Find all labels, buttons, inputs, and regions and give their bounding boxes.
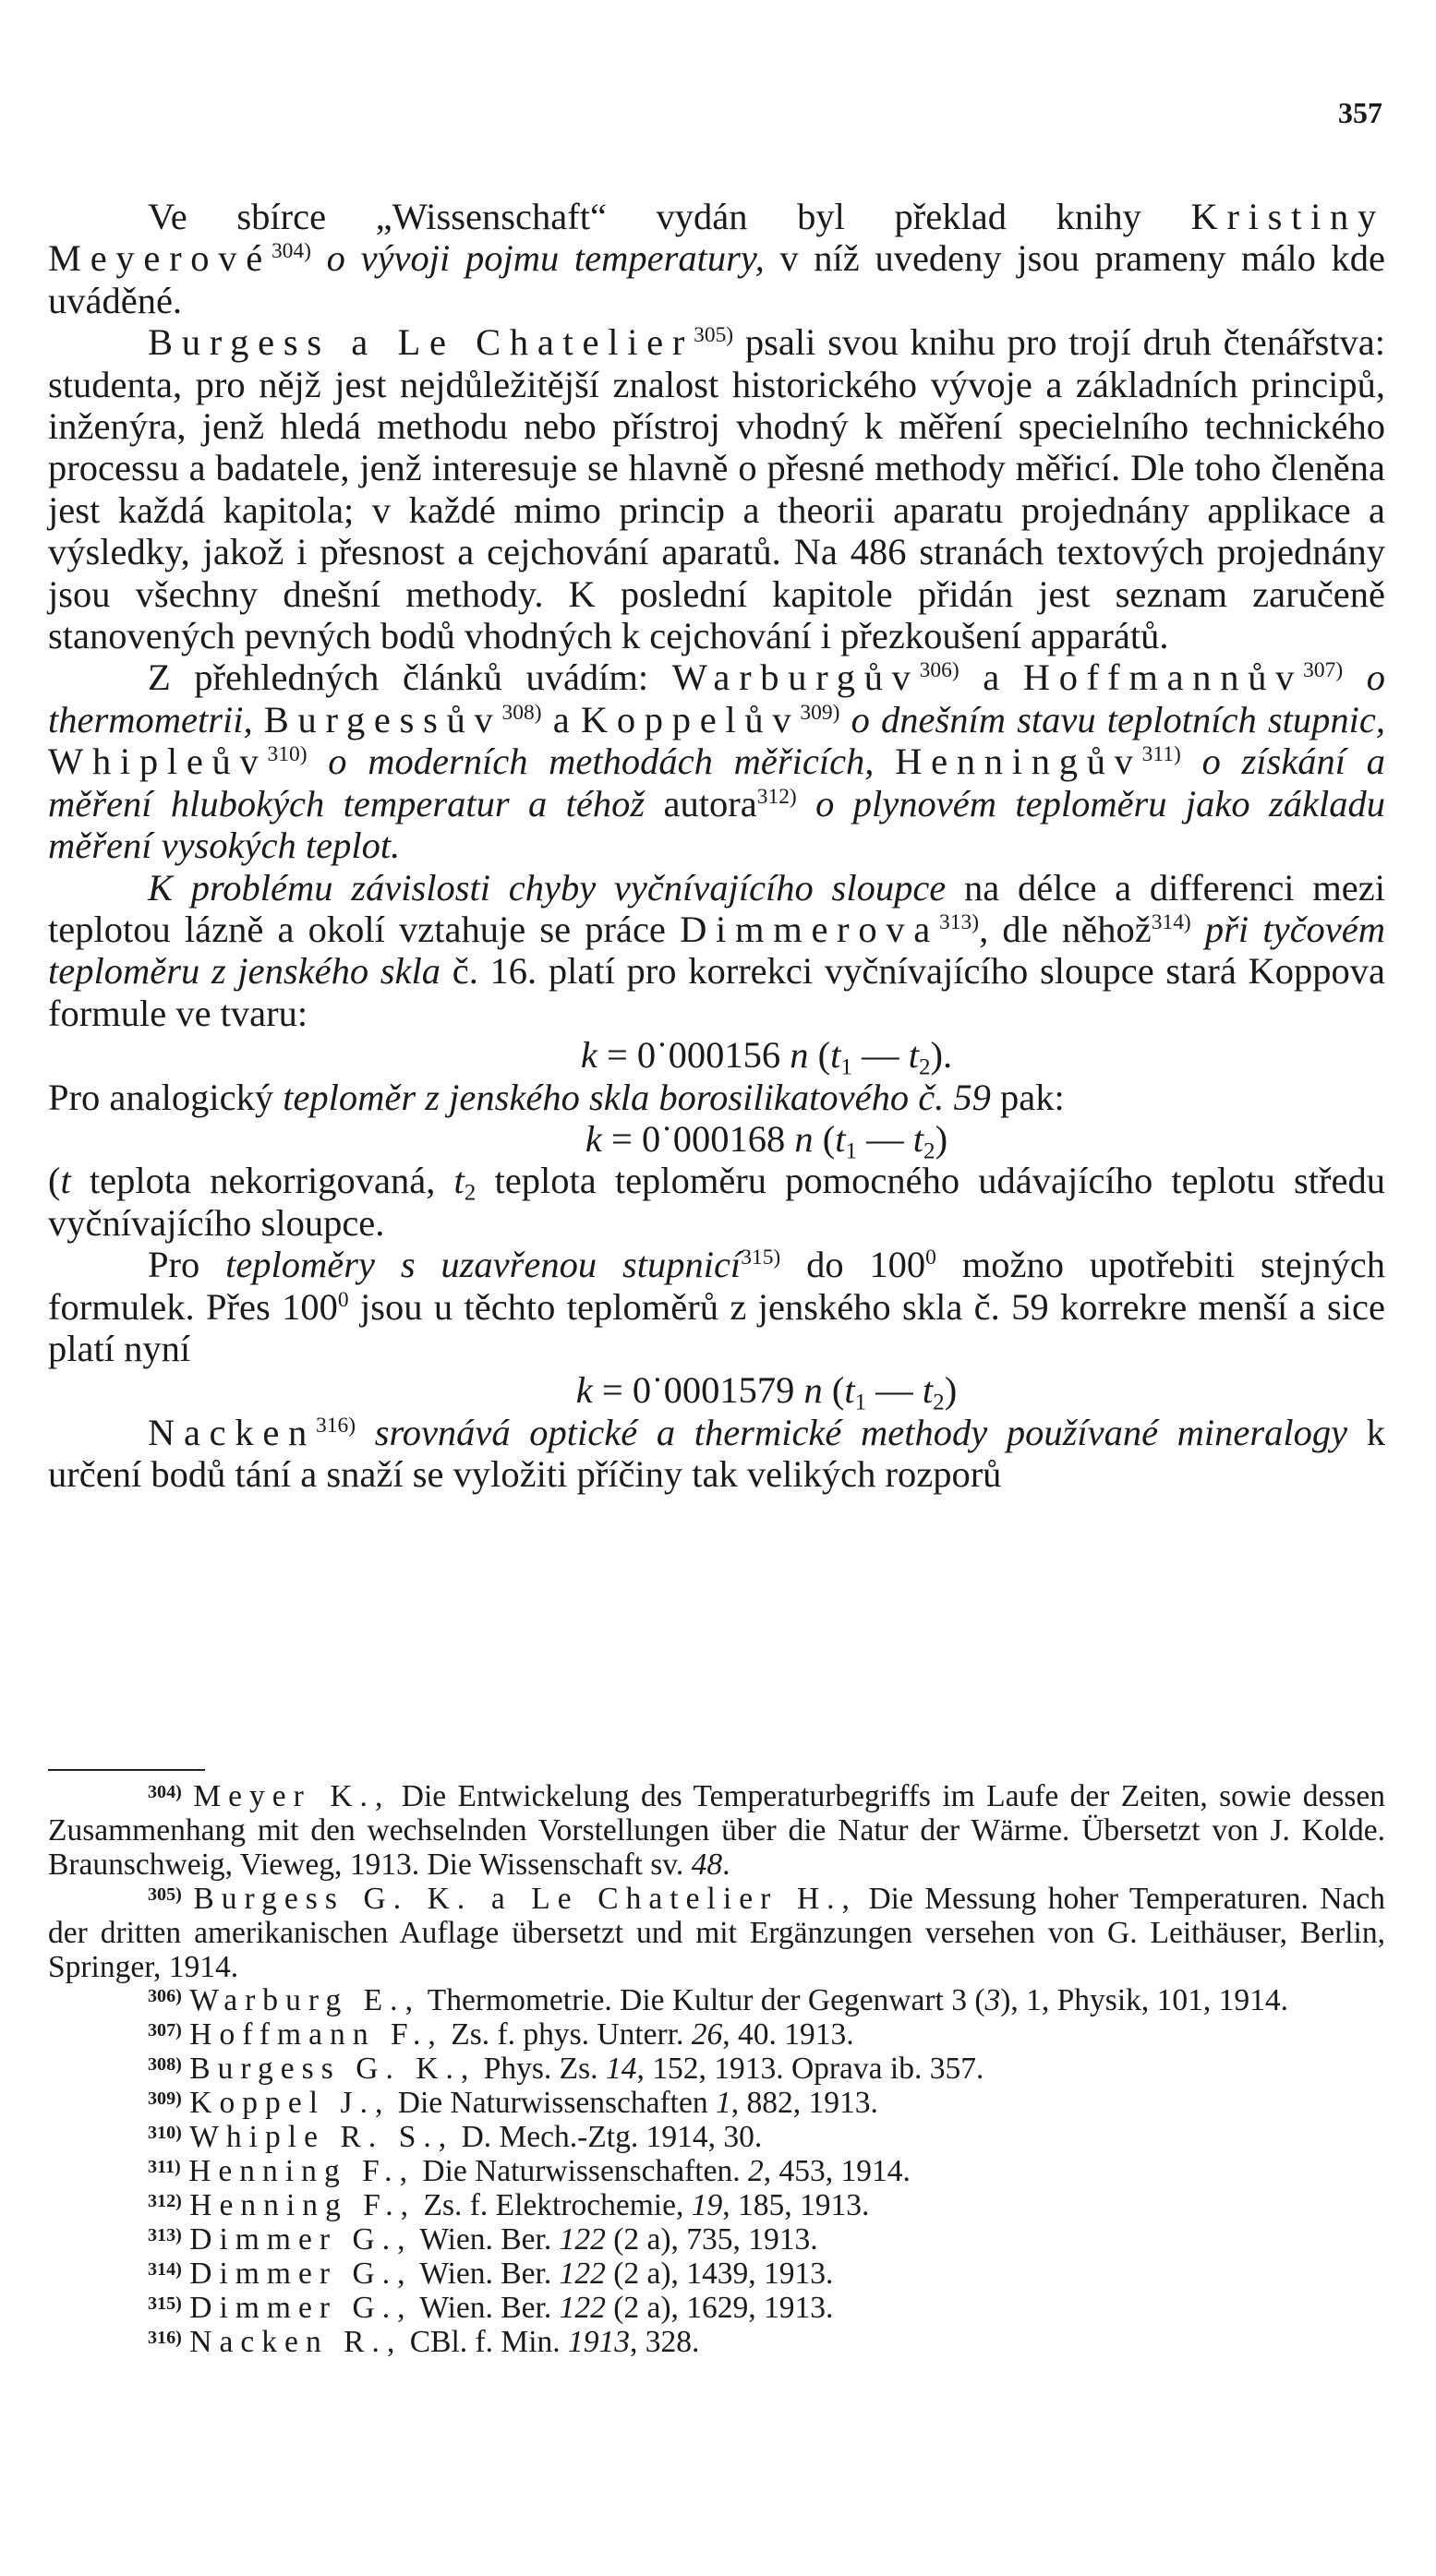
equation: k = 0˙000156 n ($t_1$ — $t_2$). <box>580 1034 953 1080</box>
footnote: $^{315)}$ Dimmer G., Wien. Ber. 122 (2 a), 1629, 1913. <box>148 2290 834 2325</box>
footnote: $^{308)}$ Burgess G. K., Phys. Zs. 14, 152, 1913. Oprava ib. 357. <box>148 2052 984 2087</box>
footnote-ref: 307) <box>1303 658 1344 683</box>
footnote-ref: 311) <box>1141 742 1181 767</box>
author-name: Burgessův <box>263 698 502 740</box>
work-title: o moderních methodách měřicích, <box>328 740 875 783</box>
work-title: teploměr z jenského skla borosilikatového č. 59 <box>283 1076 991 1118</box>
author-name: Nacken <box>148 1411 316 1453</box>
footnote: $^{305)}$ Burgess G. K. a Le Chatelier H., Die Messung hoher Temperaturen. Nach der dritten amerikanischen Auflage übersetzt und mit Ergänzungen versehen von G. Leithäuser, Berlin, Springer, 1914. <box>48 1881 1385 1984</box>
footnote-ref: 315) <box>741 1246 781 1270</box>
author-name: Koppelův <box>580 698 801 740</box>
paragraph: Pro teploměry s uzavřenou stupnicí$^{315)}$ do $100^0$ možno upotřebiti stejných formulek. Přes $100^0$ jsou u těchto teploměrů z jenského skla č. 59 korrekre menší a sice platí nyní <box>48 1244 1386 1369</box>
footnote-ref: 312) <box>756 784 797 809</box>
footnote: $^{306)}$ Warburg E., Thermometrie. Die Kultur der Gegenwart 3 (3), 1, Physik, 101, 1914. <box>148 1983 1289 2018</box>
work-title: o thermometrii, <box>48 656 1385 740</box>
work-title: teploměry s uzavřenou stupnicí <box>225 1244 742 1286</box>
paragraph: K problému závislosti chyby vyčnívajícího sloupce na délce a differenci mezi teplotou lázně a okolí vztahuje se práce Dimmerova$^{313)}$, dle něhož$^{314)}$ při tyčovém teploměru z jenského skla č. 16. platí pro korrekci vyčnívajícího sloupce stará Koppova formule ve tvaru: <box>48 866 1386 1034</box>
author-name: Hoffmannův <box>1022 656 1304 699</box>
work-title: při tyčovém teploměru z jenského skla <box>48 908 1385 993</box>
paragraph: (t teplota nekorrigovaná, $t_2$ teplota teploměru pomocného udávajícího teplotu středu vyčnívajícího sloupce. <box>48 1160 1385 1244</box>
work-title: o získání a měření hlubokých temperatur a téhož <box>48 740 1386 825</box>
work-title: o vývoji pojmu temperatury, <box>326 237 765 280</box>
work-title: o dnešním stavu teplotních stupnic, <box>851 698 1385 740</box>
footnotes <box>48 1780 1385 2359</box>
footnote: $^{314)}$ Dimmer G., Wien. Ber. 122 (2 a), 1439, 1913. <box>148 2256 834 2291</box>
footnote: $^{312)}$ Henning F., Zs. f. Elektrochemie, 19, 185, 1913. <box>148 2187 870 2222</box>
paragraph: Pro analogický teploměr z jenského skla borosilikatového č. 59 pak: <box>48 1076 1065 1118</box>
footnote-ref: 310) <box>267 742 308 767</box>
footnote: $^{313)}$ Dimmer G., Wien. Ber. 122 (2 a), 735, 1913. <box>148 2221 818 2257</box>
footnote: $^{309)}$ Koppel J., Die Naturwissenschaften 1, 882, 1913. <box>148 2086 878 2121</box>
footnote-ref: 313) <box>939 909 980 934</box>
work-title: K problému závislosti chyby vyčnívajícího sloupce <box>148 866 947 909</box>
paragraph: Z přehledných článků uvádím: Warburgův$^{306)}$ a Hoffmannův$^{307)}$ o thermometrii, Burgessův$^{308)}$ a Koppelův$^{309)}$ o dnešním stavu teplotních stupnic, Whipleův$^{310)}$ o moderních methodách měřicích, Henningův$^{311)}$ o získání a měření hlubokých temperatur a téhož autora$^{312)}$ o plynovém teploměru jako základu měření vysokých teplot. <box>48 656 1386 867</box>
author-name: Whipleův <box>48 740 268 783</box>
page-number: 357 <box>1338 96 1382 129</box>
footnote-ref: 314) <box>1151 909 1191 934</box>
footnote: $^{304)}$ Meyer K., Die Entwickelung des Temperaturbegriffs im Laufe der Zeiten, sowie dessen Zusammenhang mit den wechselnden Vorstellungen über die Natur der Wärme. Übersetzt von J. Kolde. Braunschweig, Vieweg, 1913. Die Wissenschaft sv. 48. <box>48 1779 1386 1882</box>
footnote-ref: 308) <box>501 700 542 725</box>
footnote-ref: 304) <box>271 239 311 264</box>
footnote-ref: 306) <box>919 658 959 683</box>
paragraph: Ve sbírce „Wissenschaft“ vydán byl překlad knihy Kristiny Meyerové$^{304)}$ o vývoji pojmu temperatury, v níž uvedeny jsou prameny málo kde uváděné. <box>48 196 1386 321</box>
author-name: Warburgův <box>671 656 920 699</box>
footnote-ref: 316) <box>316 1413 356 1438</box>
footnote: $^{307)}$ Hoffmann F., Zs. f. phys. Unterr. 26, 40. 1913. <box>148 2017 854 2052</box>
work-title: o plynovém teploměru jako základu měření vysokých teplot. <box>48 782 1386 867</box>
footnote-ref: 305) <box>694 323 734 348</box>
author-name: Dimmerova <box>680 908 940 950</box>
footnote: $^{316)}$ Nacken R., CBl. f. Min. 1913, 328. <box>148 2324 700 2359</box>
author-name: Henningův <box>895 740 1142 783</box>
footnote-ref: 309) <box>800 700 840 725</box>
footnote: $^{310)}$ Whiple R. S., D. Mech.-Ztg. 1914, 30. <box>148 2120 763 2155</box>
body-text <box>48 196 1385 1496</box>
paragraph: Nacken$^{316)}$ srovnává optické a thermické methody používané mineralogy k určení bodů tání a snaží se vyložiti příčiny tak velikých rozporů <box>48 1411 1386 1496</box>
footnote-divider <box>48 1769 205 1771</box>
author-name: Burgess a Le Chatelier <box>148 321 694 364</box>
paragraph: Burgess a Le Chatelier$^{305)}$ psali svou knihu pro trojí druh čtenářstva: studenta, pro nějž jest nejdůležitější znalost historického vývoje a základních principů, inženýra, jenž hledá methodu nebo přístroj vhodný k měření specielního technického processu a badatele, jenž interesuje se hlavně o přesné methody měřicí. Dle toho členěna jest každá kapitola; v každé mimo princip a theorii aparatu projednány applikace a výsledky, jakož i přesnost a cejchování aparatů. Na 486 stranách textových projednány jsou všechny dnešní methody. K poslední kapitole přidán jest seznam zaručeně stanovených pevných bodů vhodných k cejchování i přezkoušení apparátů. <box>48 321 1385 657</box>
author-name: Kristiny Meyerové <box>48 196 1385 280</box>
work-title: srovnává optické a thermické methody používané mineralogy <box>374 1411 1348 1453</box>
equation: k = 0˙0001579 n ($t_1$ — $t_2$) <box>575 1369 958 1415</box>
equation: k = 0˙000168 n ($t_1$ — $t_2$) <box>585 1117 948 1164</box>
footnote: $^{311)}$ Henning F., Die Naturwissenschaften. 2, 453, 1914. <box>148 2153 911 2188</box>
